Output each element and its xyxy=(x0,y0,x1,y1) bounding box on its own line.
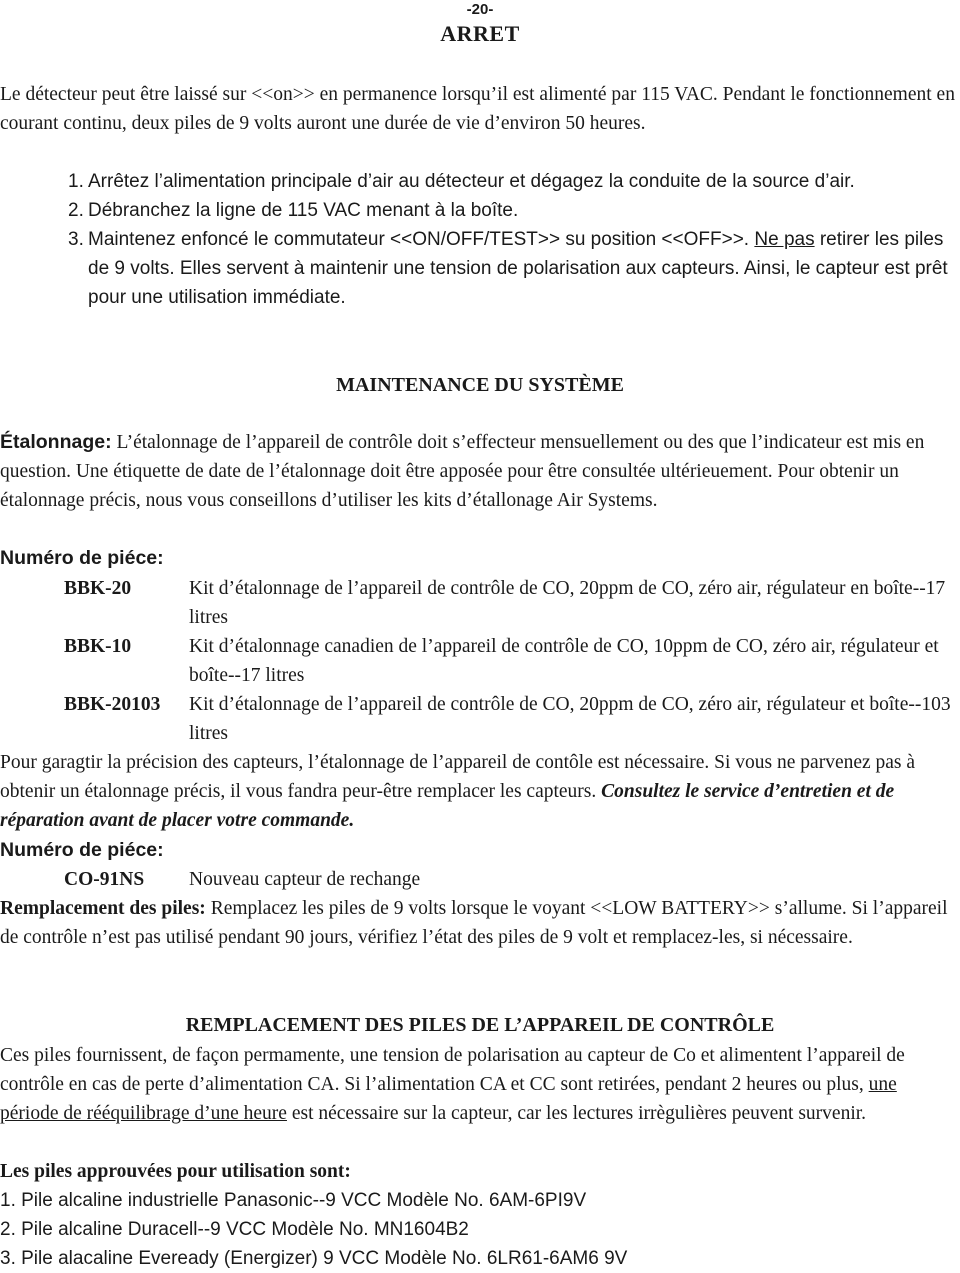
list-item: 2. Pile alcaline Duracell--9 VCC Modèle No. MN1604B2 xyxy=(0,1219,469,1240)
kit-code: BBK-20103 xyxy=(64,694,161,715)
step-text-underlined: Ne pas xyxy=(754,229,815,250)
sensor-list xyxy=(64,865,960,894)
kit-description: Kit d’étalonnage de l’appareil de contrôle de CO, 20ppm de CO, zéro air, régulateur et boîte--103 litres xyxy=(189,694,951,744)
list-item xyxy=(64,865,960,894)
list-item xyxy=(68,196,960,225)
maintenance-heading: MAINTENANCE DU SYSTÈME xyxy=(336,374,624,396)
precision-paragraph xyxy=(0,748,960,835)
step-text: Maintenez enfoncé le commutateur <<ON/OFF/TEST>> su position <<OFF>>. xyxy=(88,229,755,250)
kit-description: Kit d’étalonnage de l’appareil de contrôle de CO, 20ppm de CO, zéro air, régulateur en boîte--17 litres xyxy=(189,578,946,628)
list-item xyxy=(64,632,960,690)
precision-text: Pour garagtir la précision des capteurs, l’étalonnage de l’appareil de contôle est nécessaire. Si vous ne parvenez pas à obtenir un étalonnage précis, il vous fandra peur-être remplacer les capteurs. xyxy=(0,752,916,802)
list-item: 1. Pile alcaline industrielle Panasonic--9 VCC Modèle No. 6AM-6PI9V xyxy=(0,1190,587,1211)
part-number-label-2: Numéro de piéce: xyxy=(0,839,164,861)
list-item xyxy=(64,574,960,632)
part-number-label: Numéro de piéce: xyxy=(0,547,164,569)
page-title: ARRET xyxy=(440,21,520,46)
battery-list xyxy=(0,1186,960,1273)
kit-list xyxy=(64,574,960,748)
kit-code: BBK-10 xyxy=(64,636,132,657)
list-item xyxy=(68,225,960,312)
remplacement-paragraph xyxy=(0,1041,960,1128)
remplacement-text-underlined: une période de rééquilibrage d’une heure xyxy=(0,1074,897,1124)
kit-description: Kit d’étalonnage canadien de l’appareil de contrôle de CO, 10ppm de CO, zéro air, régulateur et boîte--17 litres xyxy=(189,636,939,686)
list-item xyxy=(64,690,960,748)
step-number: 1. xyxy=(68,171,84,192)
calibration-paragraph xyxy=(0,428,960,515)
sensor-description: Nouveau capteur de rechange xyxy=(189,869,421,890)
precision-emphasis: Consultez le service d’entretien et de réparation avant de placer votre commande. xyxy=(0,781,895,831)
step-text: Arrêtez l’alimentation principale d’air au détecteur et dégagez la conduite de la source d’air. xyxy=(88,171,855,192)
kit-code: BBK-20 xyxy=(64,578,132,599)
arret-intro: Le détecteur peut être laissé sur <<on>> en permanence lorsqu’il est alimenté par 115 VAC. Pendant le fonctionnement en courant continu, deux piles de 9 volts auront une durée de vie d’environ 50 heures. xyxy=(0,84,955,134)
battery-label: Remplacement des piles: xyxy=(0,898,206,919)
arret-steps xyxy=(68,167,960,312)
remplacement-text: Ces piles fournissent, de façon permamente, une tension de polarisation au capteur de Co et alimentent l’appareil de contrôle en cas de perte d’alimentation CA. Si l’alimentation CA et CC sont retirées, pendant 2 heures ou plus, xyxy=(0,1045,905,1095)
battery-text: Remplacez les piles de 9 volts lorsque le voyant <<LOW BATTERY>> s’allume. Si l’appareil de contrôle n’est pas utilisé pendant 90 jours, vérifiez l’état des piles de 9 volt et remplacez-les, si nécessaire. xyxy=(0,898,948,948)
step-number: 2. xyxy=(68,200,84,221)
step-number: 3. xyxy=(68,229,84,250)
list-item: 3. Pile alacaline Eveready (Energizer) 9 VCC Modèle No. 6LR61-6AM6 9V xyxy=(0,1248,628,1269)
sensor-code: CO-91NS xyxy=(64,869,145,890)
page-number: -20- xyxy=(466,1,494,18)
step-text: Débranchez la ligne de 115 VAC menant à la boîte. xyxy=(88,200,519,221)
step-text: retirer les piles de 9 volts. Elles servent à maintenir une tension de polarisation aux capteurs. Ainsi, le capteur est prêt pour une utilisation immédiate. xyxy=(88,229,948,308)
remplacement-text: est nécessaire sur la capteur, car les lectures irrègulières peuvent survenir. xyxy=(286,1103,867,1124)
calibration-text: L’étalonnage de l’appareil de contrôle doit s’effecteur mensuellement ou des que l’indicateur est mis en question. Une étiquette de date de l’étalonnage doit être apposée pour être consultée ultérieuement. Pour obtenir un étalonnage précis, nous vous conseillons d’utiliser les kits d’étallonage Air Systems. xyxy=(0,432,925,511)
battery-paragraph xyxy=(0,894,960,952)
calibration-label: Étalonnage: xyxy=(0,431,112,453)
approved-batteries-label: Les piles approuvées pour utilisation sont: xyxy=(0,1161,351,1182)
remplacement-heading: REMPLACEMENT DES PILES DE L’APPAREIL DE CONTRÔLE xyxy=(185,1014,775,1036)
list-item xyxy=(68,167,960,196)
